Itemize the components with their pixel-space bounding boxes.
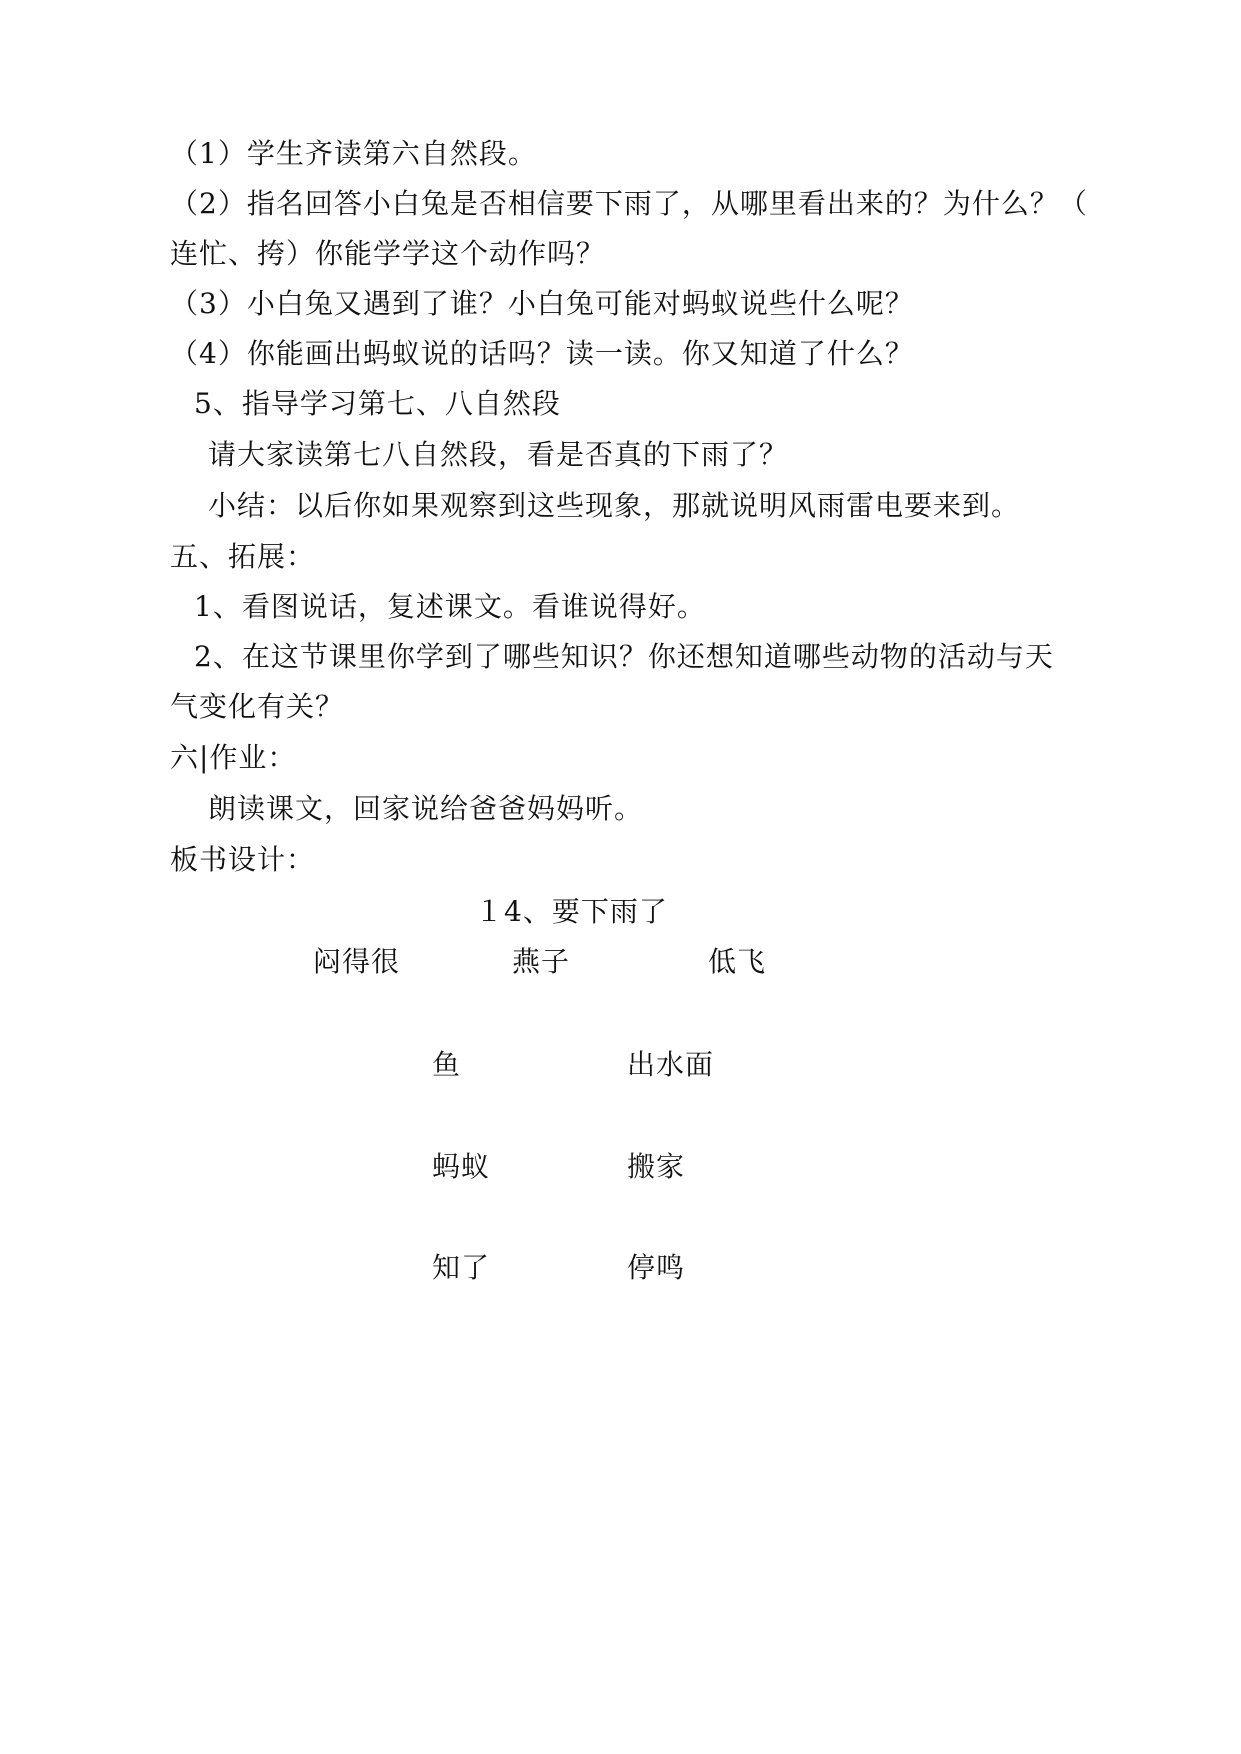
text-line-6: 5、指导学习第七、八自然段 — [194, 387, 561, 420]
text-line-12: 气变化有关？ — [170, 690, 345, 723]
board-cell: 知了 — [432, 1251, 491, 1284]
board-cell: 停鸣 — [627, 1251, 686, 1284]
text-line-7: 请大家读第七八自然段，看是否真的下雨了？ — [208, 438, 789, 471]
text-line-1: （1）学生齐读第六自然段。 — [170, 137, 537, 170]
section-heading-homework: 六|作业： — [170, 741, 297, 774]
text-line-14: 朗读课文，回家说给爸爸妈妈听。 — [208, 792, 644, 825]
board-cell: 闷得很 — [313, 945, 401, 978]
board-cell: 出水面 — [627, 1048, 715, 1081]
board-title: １4、要下雨了 — [475, 895, 668, 928]
text-line-4: （3）小白兔又遇到了谁？小白兔可能对蚂蚁说些什么呢？ — [170, 287, 914, 320]
text-line-11: 2、在这节课里你学到了哪些知识？你还想知道哪些动物的活动与天 — [194, 640, 1054, 673]
section-heading-board-design: 板书设计： — [170, 843, 316, 876]
board-cell: 蚂蚁 — [432, 1150, 491, 1183]
board-cell: 低飞 — [708, 945, 767, 978]
text-line-3: 连忙、挎）你能学学这个动作吗？ — [170, 237, 606, 270]
text-line-8: 小结：以后你如果观察到这些现象，那就说明风雨雷电要来到。 — [208, 489, 1021, 522]
section-heading-extension: 五、拓展： — [170, 540, 316, 573]
board-cell: 燕子 — [512, 945, 571, 978]
board-cell: 搬家 — [627, 1150, 686, 1183]
text-line-2: （2）指名回答小白兔是否相信要下雨了，从哪里看出来的？为什么？（ — [170, 187, 1088, 220]
text-line-5: （4）你能画出蚂蚁说的话吗？读一读。你又知道了什么？ — [170, 337, 914, 370]
board-cell: 鱼 — [432, 1048, 462, 1081]
text-line-10: 1、看图说话，复述课文。看谁说得好。 — [194, 590, 706, 623]
